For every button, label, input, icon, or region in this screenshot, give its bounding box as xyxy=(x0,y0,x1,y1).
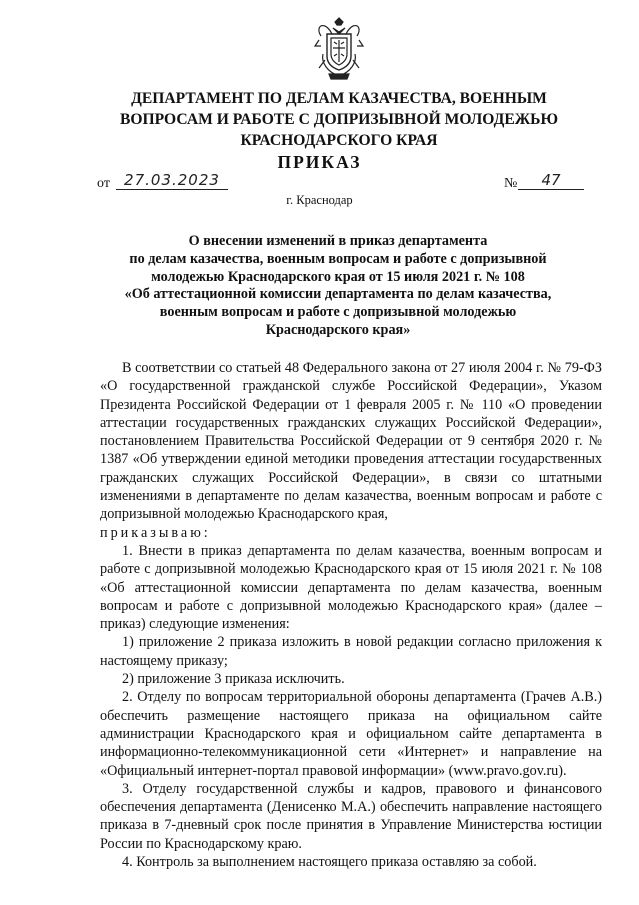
department-line-3: КРАСНОДАРСКОГО КРАЯ xyxy=(240,132,438,149)
item-1: 1. Внести в приказ департамента по делам казачества, военным вопросам и работе с допризывной молодежью Краснодарского края от 15 июля 2021 г. № 108 «Об аттестационной комиссии департамента по делам казачества, военным вопросам и работе с допризывной молодежью Краснодарского края» (далее – приказ) следующие изменения: xyxy=(100,542,602,633)
krasnodar-coat-of-arms-icon xyxy=(313,16,365,82)
department-line-1: ДЕПАРТАМЕНТ ПО ДЕЛАМ КАЗАЧЕСТВА, ВОЕННЫМ xyxy=(131,90,547,107)
item-4: 4. Контроль за выполнением настоящего приказа оставляю за собой. xyxy=(122,854,537,871)
department-name xyxy=(100,88,578,151)
order-subject xyxy=(118,233,558,340)
date-label: от xyxy=(97,176,110,191)
order-body xyxy=(100,359,602,871)
subject-line-6: Краснодарского края» xyxy=(265,321,411,338)
item-1-subitem-2: 2) приложение 3 приказа исключить. xyxy=(122,671,345,688)
department-line-2: ВОПРОСАМ И РАБОТЕ С ДОПРИЗЫВНОЙ МОЛОДЕЖЬЮ xyxy=(119,111,559,128)
subject-line-2: по делам казачества, военным вопросам и работе с допризывной xyxy=(129,250,547,267)
subject-line-1: О внесении изменений в приказ департамента xyxy=(188,233,488,249)
subject-line-3: молодежью Краснодарского края от 15 июля 2021 г. № 108 xyxy=(151,268,525,285)
item-1-subitem-1: 1) приложение 2 приказа изложить в новой редакции согласно приложения к настоящему приказу; xyxy=(100,634,602,669)
number-label: № xyxy=(504,176,518,191)
preamble-paragraph: В соответствии со статьей 48 Федерального закона от 27 июля 2004 г. № 79-ФЗ «О государственной гражданской службе Российской Федерации», Указом Президента Российской Федерации от 1 февраля 2005 г. № 110 «О проведении аттестации государственных гражданских служащих Российской Федерации», постановлением Правительства Российской Федерации от 9 сентября 2020 г. № 1387 «Об утверждении единой методики проведения аттестации государственных гражданских служащих Российской Федерации», в связи со штатными изменениями в департаменте по делам казачества, военным вопросам и работе с допризывной молодежью Краснодарского края, xyxy=(100,360,602,523)
order-word: приказываю: xyxy=(100,524,211,541)
item-3: 3. Отделу государственной службы и кадров, правового и финансового обеспечения департамента (Денисенко М.А.) обеспечить направление настоящего приказа в 7-дневный срок после принятия в Управление Министерства юстиции России по Краснодарскому краю. xyxy=(100,780,602,852)
item-2: 2. Отделу по вопросам территориальной обороны департамента (Грачев А.В.) обеспечить размещение настоящего приказа на официальном сайте администрации Краснодарского края и официальном сайте департамента в информационно-телекоммуникационной сети «Интернет» и направление на «Официальный интернет-портал правовой информации» (www.pravo.gov.ru). xyxy=(100,689,602,779)
subject-line-5: военным вопросам и работе с допризывной молодежью xyxy=(159,304,517,321)
number-value: 47 xyxy=(518,171,584,190)
order-title: ПРИКАЗ xyxy=(277,152,362,172)
city: г. Краснодар xyxy=(286,193,353,207)
date-value: 27.03.2023 xyxy=(116,171,228,190)
subject-line-4: «Об аттестационной комиссии департамента по делам казачества, xyxy=(124,286,552,303)
